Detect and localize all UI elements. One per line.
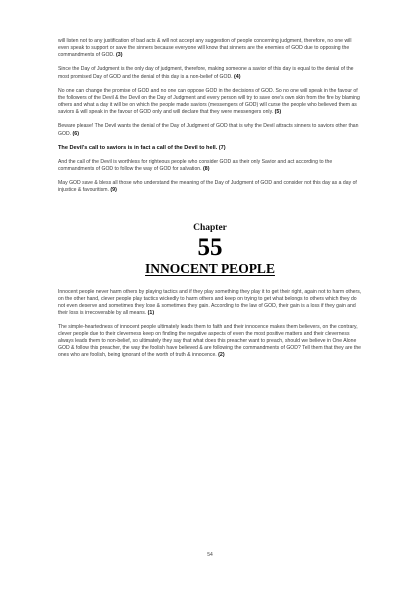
page-number: 54 — [207, 552, 213, 558]
paragraph: will listen not to any justification of bad acts & will not accept any suggestion of people concerning judgment, therefore, no one will even speak to support or save the sinners because everyone will know that sinners are the enemies of GOD due to opposing the commandments of GOD. (3) — [58, 38, 352, 59]
verse-ref: (5) — [274, 109, 282, 116]
verse-ref: (8) — [203, 166, 210, 173]
paragraph: The simple-heartedness of innocent people ultimately leads them to faith and their innocence makes them believers, on the contrary, clever people due to their cleverness keep on finding the negative aspects of even the most positive matters and their cleverness always leads them to non-belief, so ultimately they say that what does this preacher want to preach, should we believe in One Alone GOD & follow this preacher, the way the foolish have believed & are following the commandments of GOD? Tell them that they are the ones who are foolish, being ignorant of the worth of truth & innocence. (2) — [58, 324, 362, 359]
chapter-title: INNOCENT PEOPLE — [145, 260, 275, 276]
verse-ref: (2) — [218, 352, 225, 359]
verse-ref: (1) — [147, 309, 155, 316]
paragraph: Since the Day of Judgment is the only day of judgment, therefore, making someone a savior of this day is equal to the denial of the most promised Day of GOD and the denial of this day is a non-belief of GOD. (4) — [58, 66, 354, 80]
chapter-number: 55 — [197, 233, 223, 261]
paragraph: Innocent people never harm others by playing tactics and if they play something they play it to get their right, again not to harm others, on the other hand, clever people play tactics wickedly to harm others and keep on trying to get what belongs to others which they do not even deserve and sometimes they lose & sometimes they gain. According to the law of GOD, their gain is a loss if they gain and their loss is irrecoverable by all means. (1) — [58, 288, 362, 316]
bold-statement: The Devil's call to saviors is in fact a call of the Devil to hell. (7) — [58, 144, 226, 151]
verse-ref: (4) — [234, 73, 241, 80]
verse-ref: (9) — [110, 187, 117, 194]
verse-ref: (6) — [72, 130, 80, 137]
paragraph: May GOD save & bless all those who understand the meaning of the Day of Judgment of GOD and consider not this day as a day of injustice & favouritism. (9) — [58, 180, 357, 194]
chapter-heading — [58, 223, 362, 277]
verse-ref: (3) — [115, 52, 123, 59]
paragraph: Beware please! The Devil wants the denial of the Day of Judgment of GOD that is why the Devil attracts sinners to saviors other than GOD. (6) — [58, 123, 359, 137]
chapter-label: Chapter — [193, 222, 227, 233]
paragraph: And the call of the Devil is worthless for righteous people who consider GOD as their only Savior and act according to the commandments of GOD to follow the way of GOD for salvation. (8) — [58, 158, 333, 173]
paragraph: No one can change the promise of GOD and no one can oppose GOD in the decisions of GOD. So no one will speak in the favour of the followers of the Devil & the Devil on the Day of Judgment and every person will try to save one's own skin from the fire by blaming others and what a day it will be on which the people made saviors (messengers of GOD) will curse the people who believed them as saviors & will speak in the favour of GOD only and will declare that they were messengers only. (5) — [58, 87, 360, 116]
